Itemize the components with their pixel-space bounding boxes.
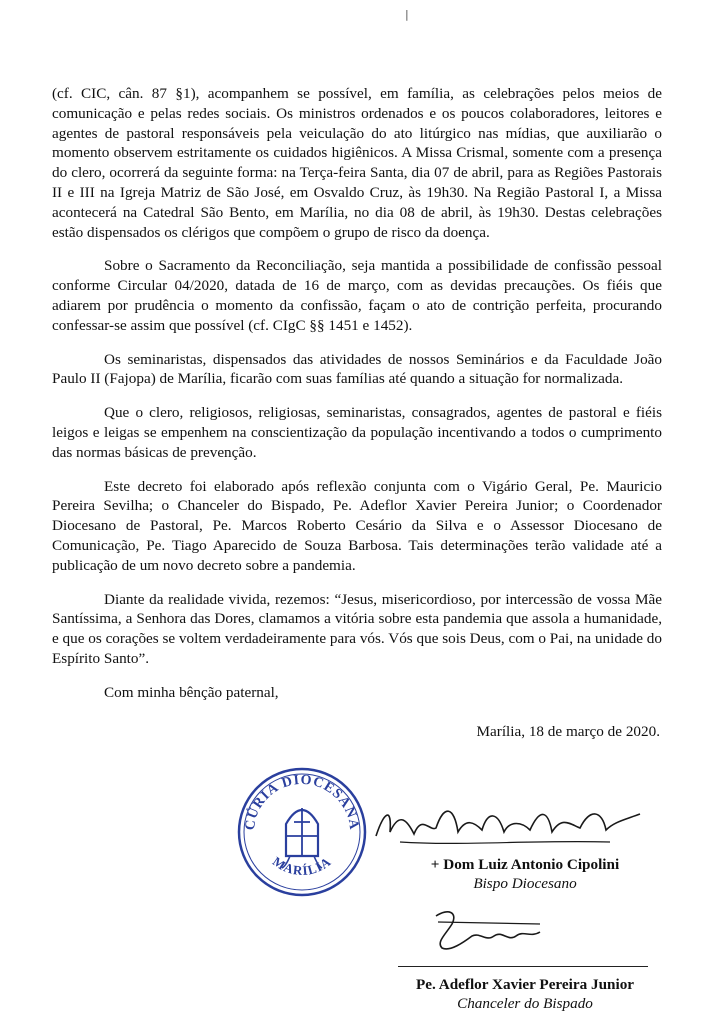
signatory-2-name: Pe. Adeflor Xavier Pereira Junior xyxy=(415,976,635,993)
seal-bottom-text: MARÍLIA xyxy=(269,853,335,879)
page-mark: | xyxy=(405,8,409,21)
seal-top-text: CÚRIA DIOCESANA xyxy=(242,772,362,832)
place-date: Marília, 18 de março de 2020. xyxy=(476,723,660,740)
paragraph-2: Sobre o Sacramento da Reconciliação, seja mantida a possibilidade de confissão pessoal conforme Circular 04/2020, datada de 16 de março, com as devidas precauções. Os fiéis que adiarem por prudência o momento da confissão, façam o ato de contrição perfeita, procurando confessar-se assim que possível (cf. CIgC §§ 1451 e 1452). xyxy=(52,257,662,334)
paragraph-1: (cf. CIC, cân. 87 §1), acompanhem se possível, em família, as celebrações pelos meios de comunicação e pelas redes sociais. Os ministros ordenados e os poucos colaboradores, leitores e agentes de pastoral responsáveis pela veiculação do ato litúrgico nas mídias, que auxiliarão o momento observem estritamente os cuidados higiênicos. A Missa Crismal, somente com a presença do clero, ocorrerá da seguinte forma: na Terça-feira Santa, dia 07 de abril, para as Regiões Pastorais II e III na Igreja Matriz de São José, em Osvaldo Cruz, às 19h30. Na Região Pastoral I, a Missa acontecerá na Catedral São Bento, em Marília, no dia 08 de abril, às 19h30. Destas celebrações estão dispensados os clérigos que compõem o grupo de risco da doença. xyxy=(52,85,662,241)
svg-text:MARÍLIA xyxy=(270,853,334,878)
signatory-1-role: Bispo Diocesano xyxy=(473,875,577,892)
chancellor-signature xyxy=(428,902,548,962)
paragraph-5: Este decreto foi elaborado após reflexão conjunta com o Vigário Geral, Pe. Mauricio Pereira Sevilha; o Chanceler do Bispado, Pe. Adeflor Xavier Pereira Junior; o Coordenador Diocesano de Pastoral, Pe. Marcos Roberto Cesário da Silva e o Assessor Diocesano de Comunicação, Pe. Tiago Aparecido de Souza Barbosa. Tais determinações terão validade até a publicação de um novo decreto sobre a pandemia. xyxy=(52,477,662,574)
paragraph-3: Os seminaristas, dispensados das atividades de nossos Seminários e da Faculdade João Paulo II (Fajopa) de Marília, ficarão com suas famílias até quando a situação for normalizada. xyxy=(52,350,662,388)
closing-greeting: Com minha bênção paternal, xyxy=(104,683,279,701)
decree-body xyxy=(52,84,662,717)
diocesan-seal xyxy=(236,766,368,898)
bishop-signature xyxy=(370,792,650,854)
signatory-2-role: Chanceler do Bispado xyxy=(457,995,593,1012)
paragraph-6: Diante da realidade vivida, rezemos: “Jesus, misericordioso, por intercessão de vossa Mãe Santíssima, a Senhora das Dores, clamamos a vitória sobre esta pandemia que assola a humanidade, e que os corações se voltem verdadeiramente para vós. Vós que sois Deus, com o Pai, na unidade do Espírito Santo”. xyxy=(52,590,662,667)
signatory-1-name: + Dom Luiz Antonio Cipolini xyxy=(430,856,620,873)
paragraph-4: Que o clero, religiosos, religiosas, seminaristas, consagrados, agentes de pastoral e fiéis leigos e leigas se empenhem na conscientização da população incentivando a todos o cumprimento das normas básicas de prevenção. xyxy=(52,404,662,461)
signature-line xyxy=(398,966,648,967)
